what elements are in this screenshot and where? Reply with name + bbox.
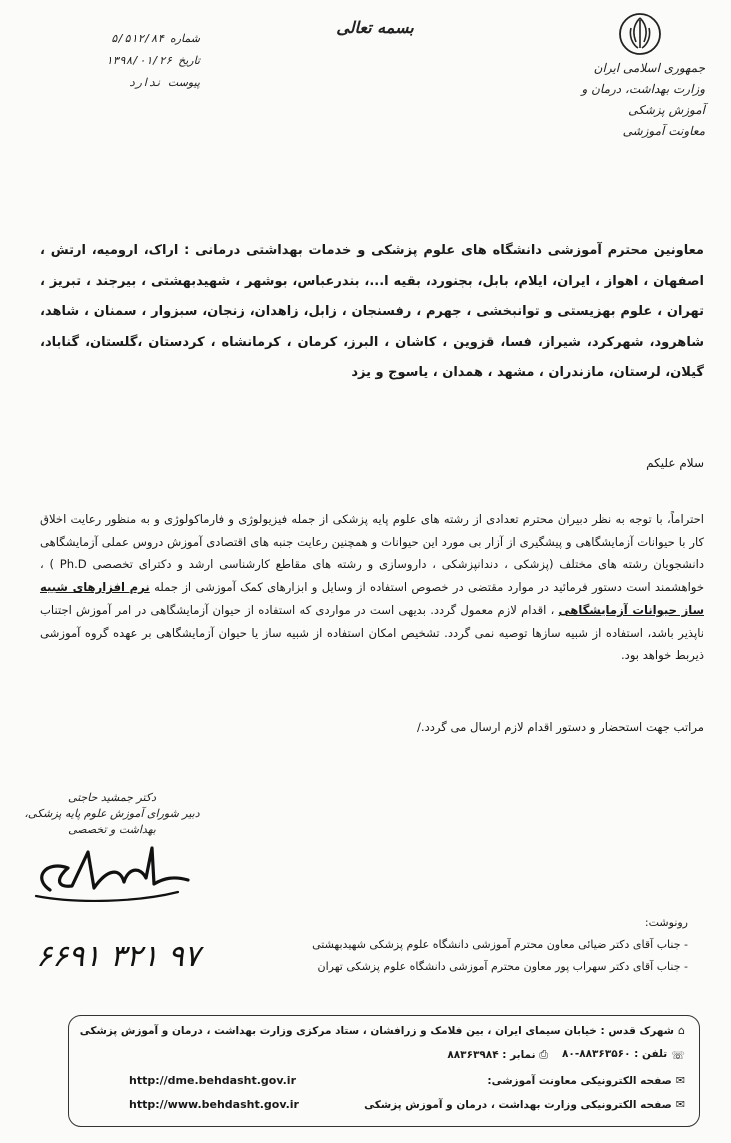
ministry-letterhead xyxy=(545,58,705,142)
body-part-1: احتراماً، با توجه به نظر دبیران محترم تعدادی از رشته های علوم پایه پزشکی از جمله فیزیولوژی و فارماکولوژی و به منظور رعایت اخلاق کار با حیوانات آزمایشگاهی و پیشگیری از آزار بی مورد این حیوانات و همچنین رعایت جنبه های اقتصادی آموزش دروس عملی آزمایشگاهی دانشجویان رشته های مختلف (پزشکی ، دندانپزشکی ، داروسازی و رشته های مقاطع کارشناسی ارشد و دکترای تخصصی Ph.D ) ، خواهشمند است دستور فرمائید در موارد مقتضی در خصوص استفاده از وسایل و ابزارهای کمک آموزشی از جمله xyxy=(40,512,705,595)
closing-line: مراتب جهت استحضار و دستور اقدام لازم ارسال می گردد./ xyxy=(416,720,704,734)
iran-emblem-icon xyxy=(618,12,662,56)
cc-item-2: - جناب آقای دکتر سهراب پور معاون محترم آموزشی دانشگاه علوم پزشکی تهران xyxy=(317,960,688,973)
registration-number-text: ۶۶۹۱ ۳۲۱ ۹۷ xyxy=(36,939,201,974)
phone-value: ۸۸۳۶۳۵۶۰-۸۰ xyxy=(562,1048,631,1060)
address-icon: ⌂ xyxy=(678,1024,685,1037)
footer-edu-site xyxy=(487,1074,685,1087)
date-label: تاریخ xyxy=(178,54,200,67)
signatory-title: دبیر شورای آموزش علوم پایه پزشکی، بهداشت و تخصصی xyxy=(24,807,200,836)
phone-icon: ☏ xyxy=(671,1048,685,1062)
edu-site-label: صفحه الکترونیکی معاونت آموزشی: xyxy=(487,1074,672,1087)
number-label: شماره xyxy=(169,32,200,45)
cc-label: رونوشت: xyxy=(644,916,688,929)
cc-item-1: - جناب آقای دکتر ضیائی معاون محترم آموزشی دانشگاه علوم پزشکی شهیدبهشتی xyxy=(312,938,688,951)
footer-address-text: شهرک قدس : خیابان سیمای ایران ، بین فلامک و زرافشان ، ستاد مرکزی وزارت بهداشت ، درمان و آموزش پزشکی xyxy=(79,1024,675,1037)
body-part-2: ، اقدام لازم معمول گردد. بدیهی است در مواردی که استفاده از حیوان آزمایشگاهی در امر آموزش اجتناب ناپذیر باشد، استفاده از شبیه سازها توصیه نمی گردد. تشخیص امکان استفاده از شبیه ساز یا حیوان آزمایشگاهی بر عهده گروه آموزشی ذیربط خواهد بود. xyxy=(40,602,704,663)
letterhead-line-3: معاونت آموزشی xyxy=(622,124,705,138)
footer-address xyxy=(80,1024,685,1037)
attachment-value: ندارد xyxy=(128,76,162,89)
number-value: ۵/۵۱۲/۸۴ xyxy=(111,32,164,45)
basmala-heading: بسمه تعالی xyxy=(336,18,414,37)
letter-body xyxy=(40,508,704,667)
footer-phone-fax xyxy=(447,1048,685,1062)
footer-ministry-site xyxy=(364,1098,685,1111)
phone-label: تلفن : xyxy=(634,1048,668,1060)
body-highlight: نرم افزارهای شبیه ساز حیوانات آزمایشگاهی xyxy=(40,580,705,617)
cc-section xyxy=(300,912,688,978)
letterhead-line-2: وزارت بهداشت، درمان و آموزش پزشکی xyxy=(581,82,705,117)
addressee-list: معاونین محترم آموزشی دانشگاه های علوم پزشکی و خدمات بهداشتی درمانی : اراک، ارومیه، ارتش ، اصفهان ، اهواز ، ایران، ایلام، بابل، بجنورد، بقیه ا...، بندرعباس، بوشهر ، شهیدبهشتی ، بیرجند ، تبریز ، تهران ، علوم بهزیستی و توانبخشی ، جهرم ، رفسنجان ، زابل، زاهدان، زنجان، سبزوار ، سمنان ، شاهد، شاهرود، شهرکرد، شیراز، فسا، قزوین ، کاشان ، البرز، کرمان ، کرمانشاه ، کردستان ،گلستان، گناباد، گیلان، لرستان، مازندران ، مشهد ، همدان ، یاسوج و یزد xyxy=(40,243,704,380)
fax-value: ۸۸۳۶۳۹۸۴ xyxy=(447,1049,499,1061)
ministry-site-label: صفحه الکترونیکی وزارت بهداشت ، درمان و آموزش پزشکی xyxy=(364,1098,672,1111)
fax-label: نمابر : xyxy=(502,1049,536,1061)
email-icon: ✉ xyxy=(675,1074,685,1087)
footer-contact-box xyxy=(68,1015,700,1127)
letter-metadata xyxy=(60,28,200,94)
fax-icon: ⎙ xyxy=(539,1048,549,1061)
handwritten-registration-number xyxy=(36,928,246,978)
letterhead-line-1: جمهوری اسلامی ایران xyxy=(593,61,705,75)
date-value: ۱۳۹۸/۰۱/۲۶ xyxy=(105,54,173,67)
signatory-name: دکتر جمشید حاجتی xyxy=(67,791,157,804)
email-icon: ✉ xyxy=(675,1098,685,1111)
edu-site-url[interactable]: http://dme.behdasht.gov.ir xyxy=(129,1074,296,1087)
signatory xyxy=(12,790,212,838)
greeting: سلام علیکم xyxy=(646,456,704,470)
handwritten-signature xyxy=(28,838,198,908)
ministry-site-url[interactable]: http://www.behdasht.gov.ir xyxy=(129,1098,299,1111)
attachment-label: پیوست xyxy=(167,76,200,89)
